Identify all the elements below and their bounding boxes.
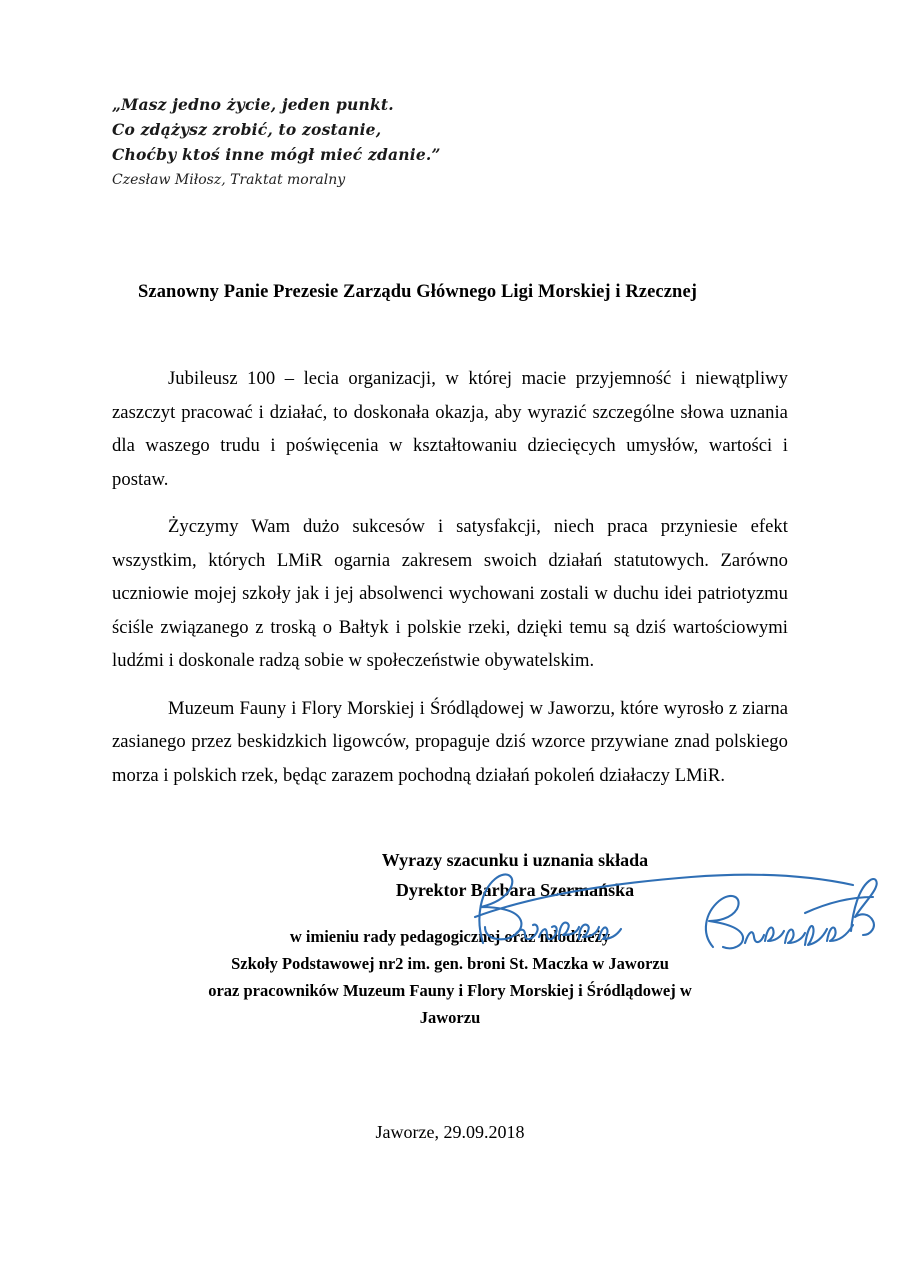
- on-behalf-line: oraz pracowników Muzeum Fauny i Flory Morskiej i Śródlądowej w: [208, 981, 692, 1000]
- body-paragraph: Życzymy Wam dużo sukcesów i satysfakcji, niech praca przyniesie efekt wszystkim, których LMiR ogarnia zakresem swoich działań statutowych. Zarówno uczniowie mojej szkoły jak i jej absolwenci wychowani zostali w duchu idei patriotyzmu ściśle związanego z troską o Bałtyk i polskie rzeki, dzięki temu są dziś wartościowymi ludźmi i doskonale radzą sobie w społeczeństwie obywatelskim.: [112, 516, 788, 671]
- body-paragraph: Jubileusz 100 – lecia organizacji, w której macie przyjemność i niewątpliwy zaszczyt pracować i działać, to doskonała okazja, aby wyrazić szczególne słowa uznania dla waszego trudu i poświęcenia w kształtowaniu dziecięcych umysłów, wartości i postaw.: [112, 368, 788, 490]
- epigraph-line-1: „Masz jedno życie, jeden punkt.: [112, 95, 394, 114]
- closing-respect-line: Wyrazy szacunku i uznania składa: [381, 850, 649, 870]
- epigraph-line-2: Co zdążysz zrobić, to zostanie,: [112, 120, 382, 139]
- epigraph-block: [112, 92, 632, 191]
- place-and-date: Jaworze, 29.09.2018: [375, 1122, 525, 1142]
- letter-body: [112, 362, 788, 806]
- salutation: Szanowny Panie Prezesie Zarządu Głównego Ligi Morskiej i Rzecznej: [138, 282, 698, 302]
- on-behalf-block: [112, 923, 788, 1031]
- on-behalf-line: w imieniu rady pedagogicznej oraz młodzieży: [289, 927, 611, 946]
- on-behalf-line: Szkoły Podstawowej nr2 im. gen. broni St. Maczka w Jaworzu: [231, 954, 669, 973]
- epigraph-source: Czesław Miłosz, Traktat moralny: [112, 172, 346, 188]
- closing-signer-title: Dyrektor Barbara Szermańska: [395, 880, 635, 900]
- body-paragraph: Muzeum Fauny i Flory Morskiej i Śródlądowej w Jaworzu, które wyrosło z ziarna zasianego przez beskidzkich ligowców, propaguje dziś wzorce przywiane znad polskiego morza i polskich rzek, będąc zarazem pochodną działań pokoleń działaczy LMiR.: [112, 697, 788, 786]
- closing-block: [112, 845, 788, 1031]
- on-behalf-line: Jaworzu: [419, 1008, 481, 1027]
- epigraph-line-3: Choćby ktoś inne mógł mieć zdanie.”: [112, 145, 441, 164]
